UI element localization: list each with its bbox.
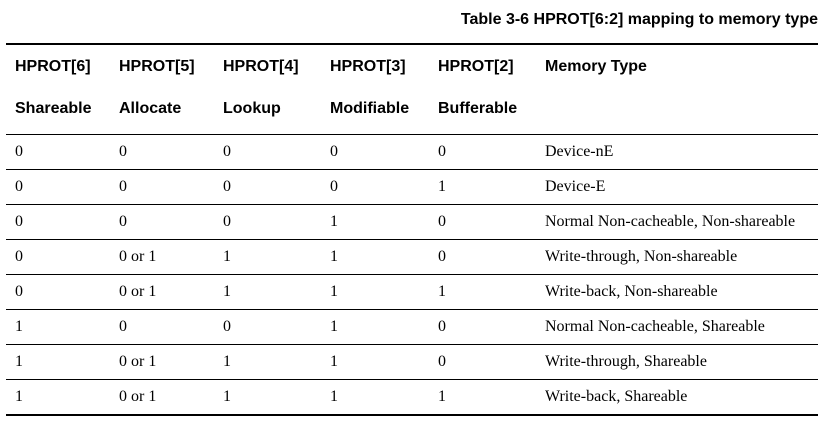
header-modifiable: Modifiable [321,88,429,135]
cell-hprot3: 1 [321,345,429,380]
cell-hprot5: 0 or 1 [110,240,214,275]
table-row [6,170,818,205]
cell-hprot5: 0 or 1 [110,380,214,416]
header-lookup: Lookup [214,88,321,135]
cell-memory-type: Device-E [536,170,818,205]
cell-hprot5: 0 [110,135,214,170]
cell-hprot5: 0 [110,170,214,205]
cell-hprot3: 1 [321,205,429,240]
cell-hprot4: 1 [214,275,321,310]
header-empty [536,88,818,135]
table-row [6,240,818,275]
cell-memory-type: Write-through, Shareable [536,345,818,380]
cell-hprot5: 0 or 1 [110,345,214,380]
cell-hprot5: 0 [110,205,214,240]
cell-memory-type: Write-through, Non-shareable [536,240,818,275]
hprot-mapping-table [6,43,818,416]
cell-memory-type: Write-back, Non-shareable [536,275,818,310]
cell-hprot2: 1 [429,275,536,310]
cell-hprot2: 0 [429,345,536,380]
cell-memory-type: Write-back, Shareable [536,380,818,416]
table-row [6,345,818,380]
header-allocate: Allocate [110,88,214,135]
header-row-attributes [6,88,818,135]
cell-hprot3: 0 [321,135,429,170]
header-hprot6: HPROT[6] [6,44,110,88]
cell-hprot4: 0 [214,135,321,170]
header-row-signals [6,44,818,88]
header-hprot5: HPROT[5] [110,44,214,88]
cell-hprot5: 0 or 1 [110,275,214,310]
cell-hprot6: 1 [6,310,110,345]
header-hprot3: HPROT[3] [321,44,429,88]
cell-hprot3: 1 [321,310,429,345]
cell-hprot2: 0 [429,135,536,170]
cell-hprot4: 1 [214,240,321,275]
table-caption: Table 3-6 HPROT[6:2] mapping to memory type [460,11,818,28]
cell-hprot6: 0 [6,240,110,275]
cell-hprot2: 0 [429,310,536,345]
cell-hprot3: 0 [321,170,429,205]
cell-hprot3: 1 [321,240,429,275]
cell-memory-type: Device-nE [536,135,818,170]
table-row [6,135,818,170]
header-shareable: Shareable [6,88,110,135]
cell-hprot4: 0 [214,205,321,240]
cell-hprot2: 1 [429,380,536,416]
cell-hprot2: 0 [429,240,536,275]
cell-hprot6: 1 [6,345,110,380]
cell-memory-type: Normal Non-cacheable, Non-shareable [536,205,818,240]
cell-hprot5: 0 [110,310,214,345]
table-row [6,205,818,240]
cell-hprot4: 0 [214,310,321,345]
cell-memory-type: Normal Non-cacheable, Shareable [536,310,818,345]
table-row [6,310,818,345]
cell-hprot6: 1 [6,380,110,416]
cell-hprot3: 1 [321,380,429,416]
header-hprot2: HPROT[2] [429,44,536,88]
cell-hprot6: 0 [6,135,110,170]
table-row [6,380,818,416]
header-memory-type: Memory Type [536,44,818,88]
cell-hprot6: 0 [6,205,110,240]
cell-hprot3: 1 [321,275,429,310]
cell-hprot4: 0 [214,170,321,205]
cell-hprot6: 0 [6,275,110,310]
cell-hprot4: 1 [214,380,321,416]
header-hprot4: HPROT[4] [214,44,321,88]
cell-hprot2: 0 [429,205,536,240]
cell-hprot6: 0 [6,170,110,205]
cell-hprot4: 1 [214,345,321,380]
header-bufferable: Bufferable [429,88,536,135]
table-row [6,275,818,310]
cell-hprot2: 1 [429,170,536,205]
